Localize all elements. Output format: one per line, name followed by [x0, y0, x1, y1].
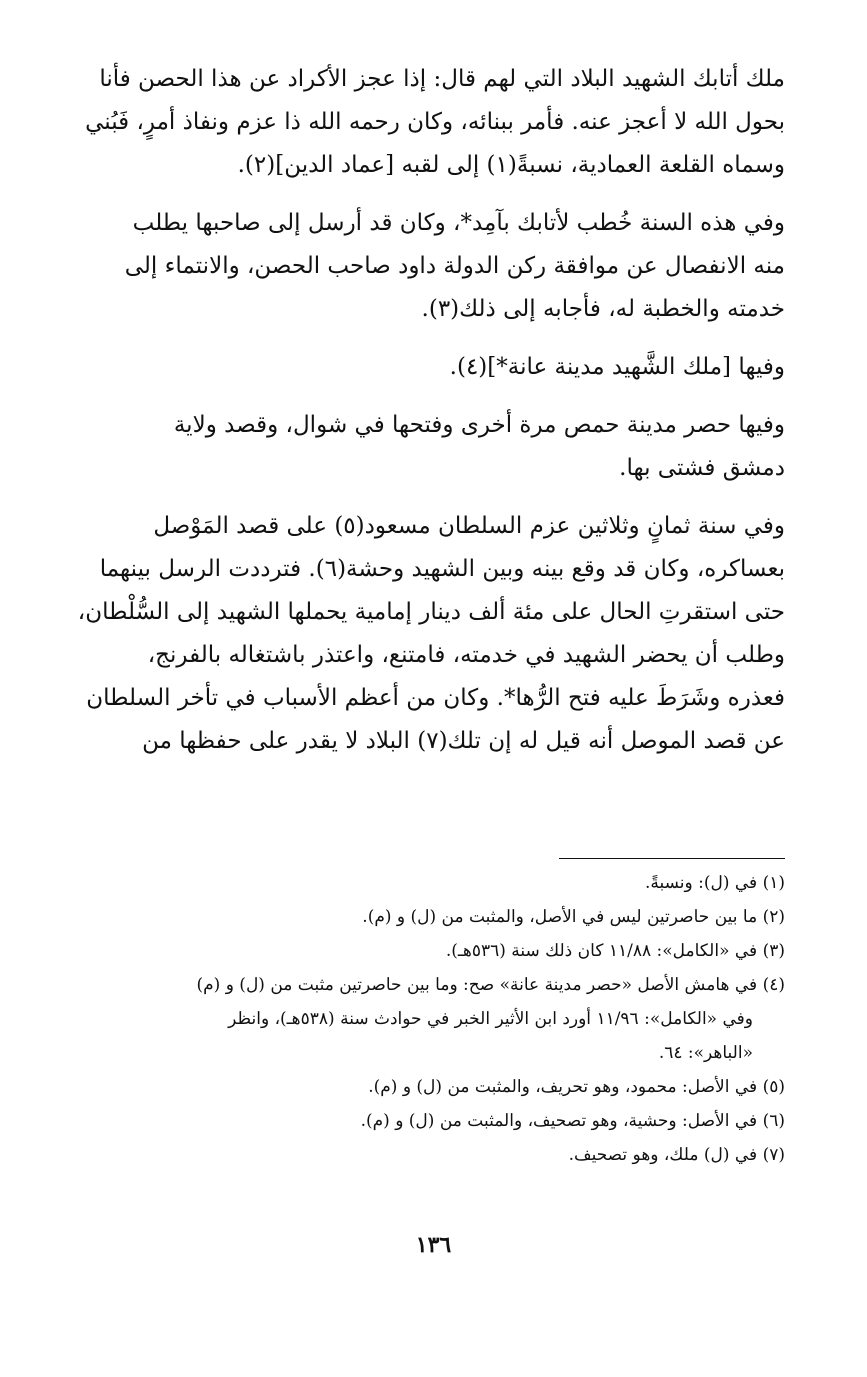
footnote-1: (١) في (ل): ونسبةً.: [644, 873, 785, 893]
paragraph-4: [70, 404, 785, 490]
text-line: حتى استقرتِ الحال على مئة ألف دينار إمامية يحملها الشهيد إلى السُّلْطان،: [77, 599, 785, 625]
paragraph-1: [70, 58, 785, 187]
paragraph-2: [70, 202, 785, 331]
text-line: خدمته والخطبة له، فأجابه إلى ذلك(٣).: [421, 296, 785, 322]
text-line: وفي سنة ثمانٍ وثلاثين عزم السلطان مسعود(٥) على قصد المَوْصل: [153, 513, 785, 539]
main-text: [70, 58, 785, 778]
footnote-4-continued: «الباهر»: ٦٤.: [658, 1043, 753, 1063]
footnote-2: (٢) ما بين حاصرتين ليس في الأصل، والمثبت من (ل) و (م).: [362, 907, 785, 927]
text-line: فعذره وشَرَطَ عليه فتح الرُّها*. وكان من أعظم الأسباب في تأخر السلطان: [86, 685, 785, 711]
paragraph-3: [70, 346, 785, 389]
text-line: وفي هذه السنة خُطب لأتابك بآمِد*، وكان قد أرسل إلى صاحبها يطلب: [132, 210, 785, 236]
page-number: ١٣٦: [415, 1232, 452, 1258]
footnote-3: (٣) في «الكامل»: ١١/٨٨ كان ذلك سنة (٥٣٦هـ).: [445, 941, 785, 961]
footnote-separator: [559, 858, 785, 859]
footnotes: [70, 866, 785, 1172]
text-line: وفيها حصر مدينة حمص مرة أخرى وفتحها في شوال، وقصد ولاية: [173, 412, 785, 438]
footnote-6: (٦) في الأصل: وحشية، وهو تصحيف، والمثبت من (ل) و (م).: [360, 1111, 785, 1131]
footnote-4-continued: وفي «الكامل»: ١١/٩٦ أورد ابن الأثير الخبر في حوادث سنة (٥٣٨هـ)، وانظر: [228, 1009, 753, 1029]
paragraph-5: [70, 505, 785, 763]
text-line: وفيها [ملك الشَّهيد مدينة عانة*](٤).: [449, 354, 785, 380]
text-line: وسماه القلعة العمادية، نسبةً(١) إلى لقبه [عماد الدين](٢).: [237, 152, 785, 178]
footnote-7: (٧) في (ل) ملك، وهو تصحيف.: [568, 1145, 785, 1165]
text-line: منه الانفصال عن موافقة ركن الدولة داود صاحب الحصن، والانتماء إلى: [124, 253, 785, 279]
text-line: ملك أتابك الشهيد البلاد التي لهم قال: إذا عجز الأكراد عن هذا الحصن فأنا: [99, 66, 785, 92]
text-line: عن قصد الموصل أنه قيل له إن تلك(٧) البلاد لا يقدر على حفظها من: [142, 728, 785, 754]
text-line: دمشق فشتى بها.: [619, 455, 785, 481]
text-line: بحول الله لا أعجز عنه. فأمر ببنائه، وكان رحمه الله ذا عزم ونفاذ أمرٍ، فَبُني: [85, 109, 785, 135]
text-line: بعساكره، وكان قد وقع بينه وبين الشهيد وحشة(٦). فترددت الرسل بينهما: [99, 556, 785, 582]
footnote-5: (٥) في الأصل: محمود، وهو تحريف، والمثبت من (ل) و (م).: [368, 1077, 785, 1097]
footnote-4: (٤) في هامش الأصل «حصر مدينة عانة» صح: وما بين حاصرتين مثبت من (ل) و (م): [196, 975, 785, 995]
text-line: وطلب أن يحضر الشهيد في خدمته، فامتنع، واعتذر باشتغاله بالفرنج،: [147, 642, 785, 668]
